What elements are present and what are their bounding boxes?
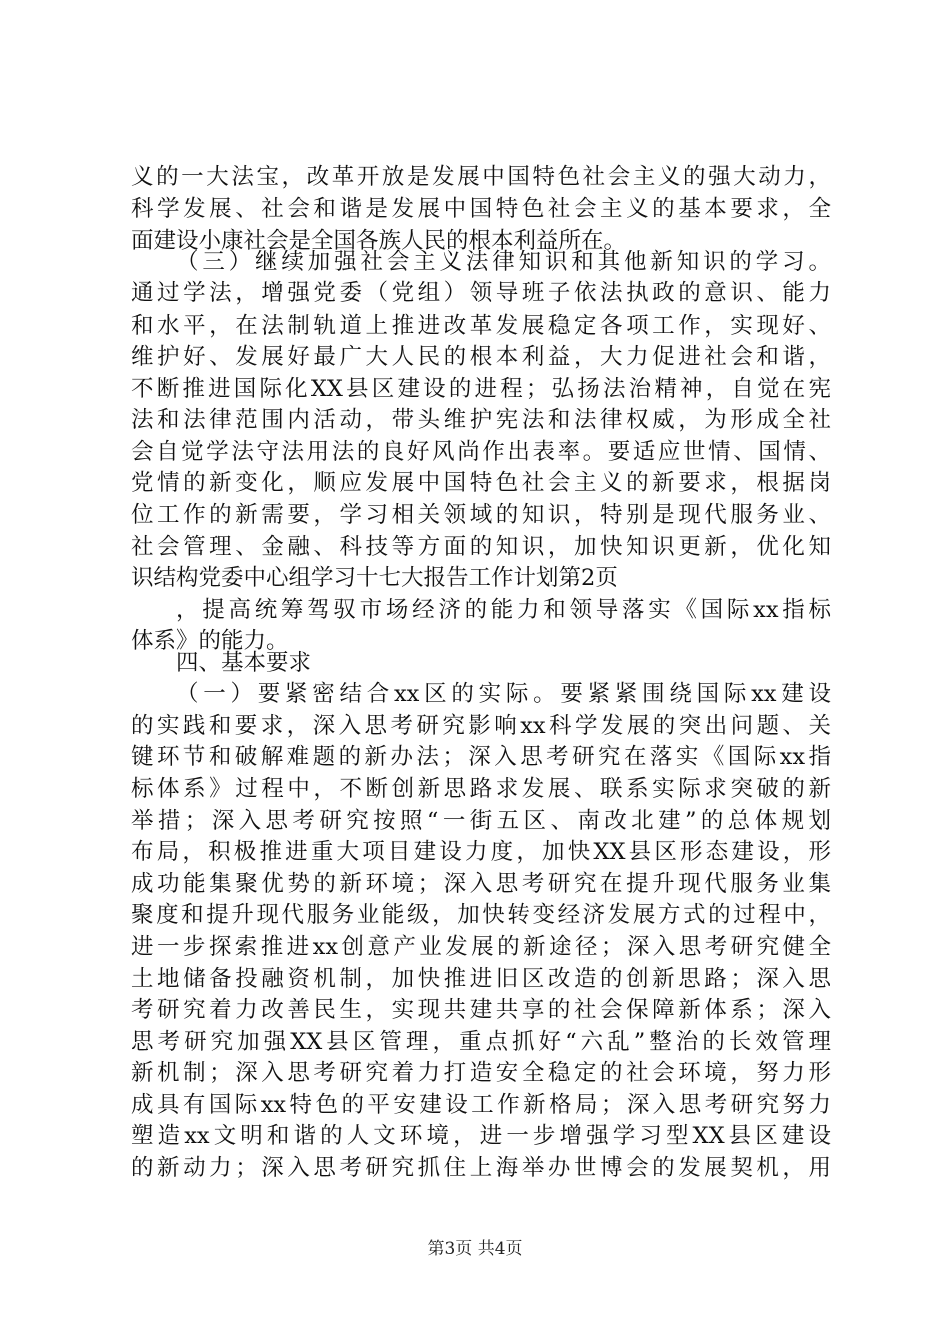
text-line: 进一步探索推进xx创意产业发展的新途径；深入思考研究健全 — [131, 933, 831, 960]
section-heading-3: （三）继续加强社会主义法律知识和其他新知识的学习。 — [176, 248, 831, 275]
text-line: 科学发展、社会和谐是发展中国特色社会主义的基本要求，全 — [131, 195, 831, 222]
text-line: 识结构党委中心组学习十七大报告工作计划第2页 — [131, 565, 618, 592]
text-line: 会自觉学法守法用法的良好风尚作出表率。要适应世情、国情、 — [131, 438, 831, 465]
text-line: 的新动力；深入思考研究抓住上海举办世博会的发展契机，用 — [131, 1155, 831, 1181]
text-line: 成具有国际xx特色的平安建设工作新格局；深入思考研究努力 — [131, 1091, 831, 1118]
text-line: 举措；深入思考研究按照“一街五区、南改北建”的总体规划 — [131, 807, 831, 834]
subsection-heading-1: （一）要紧密结合xx区的实际。要紧紧围绕国际xx建设 — [176, 681, 831, 708]
text-line: 标体系》过程中，不断创新思路求发展、联系实际求突破的新 — [131, 776, 831, 803]
text-line: 社会管理、金融、科技等方面的知识，加快知识更新，优化知 — [131, 533, 831, 560]
text-line: 维护好、发展好最广大人民的根本利益，大力促进社会和谐， — [131, 344, 831, 371]
text-line: 土地储备投融资机制，加快推进旧区改造的创新思路；深入思 — [131, 965, 831, 992]
text-line: 新机制；深入思考研究着力打造安全稳定的社会环境，努力形 — [131, 1060, 831, 1087]
text-line: 和水平，在法制轨道上推进改革发展稳定各项工作，实现好、 — [131, 312, 831, 339]
text-line: ，提高统筹驾驭市场经济的能力和领导落实《国际xx指标 — [176, 596, 831, 623]
text-line: 布局，积极推进重大项目建设力度，加快XX县区形态建设，形 — [131, 839, 831, 866]
text-line: 位工作的新需要，学习相关领域的知识，特别是现代服务业、 — [131, 502, 831, 529]
text-line: 思考研究加强XX县区管理，重点抓好“六乱”整治的长效管理 — [131, 1028, 831, 1055]
text-line: 考研究着力改善民生，实现共建共享的社会保障新体系；深入 — [131, 997, 831, 1024]
text-line: 义的一大法宝，改革开放是发展中国特色社会主义的强大动力， — [131, 164, 831, 190]
page-footer: 第3页 共4页 — [427, 1239, 523, 1259]
text-line: 塑造xx文明和谐的人文环境，进一步增强学习型XX县区建设 — [131, 1123, 831, 1150]
section-heading-4: 四、基本要求 — [176, 649, 312, 676]
text-line: 体系》的能力。 — [131, 628, 289, 655]
text-line: 键环节和破解难题的新办法；深入思考研究在落实《国际xx指 — [131, 744, 831, 771]
text-line: 的实践和要求，深入思考研究影响xx科学发展的突出问题、关 — [131, 712, 831, 739]
text-line: 不断推进国际化XX县区建设的进程；弘扬法治精神，自觉在宪 — [131, 375, 831, 402]
text-line: 面建设小康社会是全国各族人民的根本利益所在。 — [131, 228, 627, 255]
text-line: 法和法律范围内活动，带头维护宪法和法律权威，为形成全社 — [131, 407, 831, 434]
text-line: 党情的新变化，顺应发展中国特色社会主义的新要求，根据岗 — [131, 470, 831, 497]
text-line: 聚度和提升现代服务业能级，加快转变经济发展方式的过程中， — [131, 902, 831, 929]
text-line: 通过学法，增强党委（党组）领导班子依法执政的意识、能力 — [131, 280, 831, 307]
text-line: 成功能集聚优势的新环境；深入思考研究在提升现代服务业集 — [131, 870, 831, 897]
